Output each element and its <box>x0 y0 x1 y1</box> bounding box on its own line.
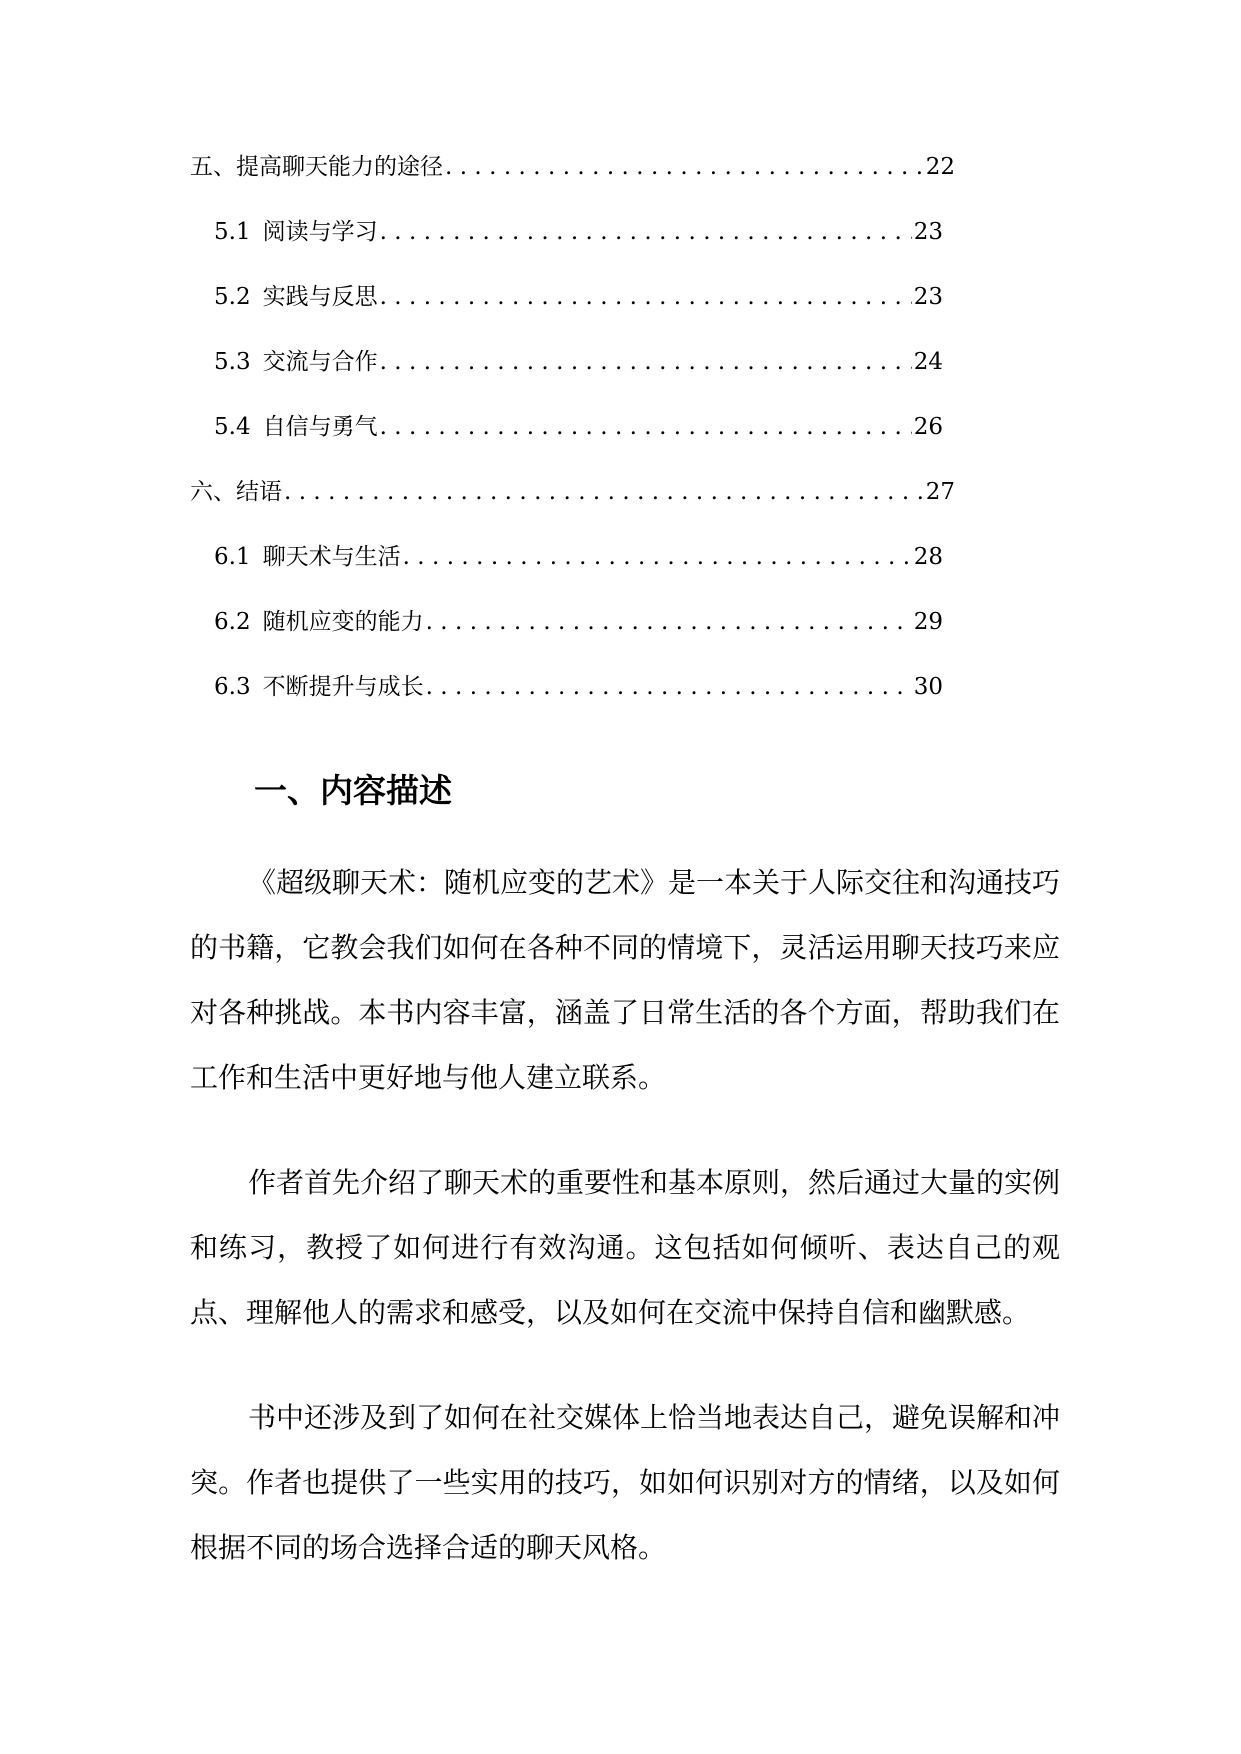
toc-entry-title: 五、提高聊天能力的途径 <box>190 154 443 180</box>
body-paragraph: 作者首先介绍了聊天术的重要性和基本原则，然后通过大量的实例和练习，教授了如何进行有效沟通。这包括如何倾听、表达自己的观点、理解他人的需求和感受，以及如何在交流中保持自信和幽默感。 <box>190 1166 1061 1329</box>
toc-dot-leader <box>380 407 912 447</box>
toc-entry[interactable] <box>190 147 955 187</box>
toc-entry-number: 6.1 <box>214 544 251 570</box>
toc-entry-title: 自信与勇气 <box>262 414 378 440</box>
toc-entry-number: 5.4 <box>214 414 251 440</box>
toc-entry-number: 5.3 <box>214 349 251 375</box>
section-heading: 一、内容描述 <box>254 771 452 810</box>
toc-entry-number: 6.3 <box>214 674 251 700</box>
toc-entry-title: 随机应变的能力 <box>262 609 424 635</box>
toc-dot-leader <box>380 342 912 382</box>
toc-entry-number: 5.2 <box>214 284 251 310</box>
toc-dot-leader <box>426 602 912 642</box>
toc-entry-page: 24 <box>913 349 943 375</box>
toc-entry[interactable] <box>214 212 943 252</box>
toc-dot-leader <box>284 472 924 512</box>
toc-entry[interactable] <box>214 602 943 642</box>
toc-entry-page: 28 <box>913 544 943 570</box>
toc-entry-title: 实践与反思 <box>262 284 378 310</box>
toc-entry[interactable] <box>214 277 943 317</box>
toc-entry-page: 23 <box>913 219 943 245</box>
toc-dot-leader <box>445 147 924 187</box>
toc-entry[interactable] <box>214 407 943 447</box>
toc-dot-leader <box>380 277 912 317</box>
toc-entry[interactable] <box>214 537 943 577</box>
body-paragraph: 《超级聊天术：随机应变的艺术》是一本关于人际交往和沟通技巧的书籍，它教会我们如何在各种不同的情境下，灵活运用聊天技巧来应对各种挑战。本书内容丰富，涵盖了日常生活的各个方面，帮助我们在工作和生活中更好地与他人建立联系。 <box>190 866 1061 1094</box>
toc-entry-page: 26 <box>913 414 943 440</box>
toc-dot-leader <box>426 667 912 707</box>
toc-entry-page: 29 <box>913 609 943 635</box>
body-paragraph: 书中还涉及到了如何在社交媒体上恰当地表达自己，避免误解和冲突。作者也提供了一些实用的技巧，如如何识别对方的情绪，以及如何根据不同的场合选择合适的聊天风格。 <box>190 1401 1061 1564</box>
toc-entry-page: 22 <box>925 154 955 180</box>
toc-entry-page: 27 <box>925 479 955 505</box>
toc-entry[interactable] <box>190 472 955 512</box>
toc-entry-page: 23 <box>913 284 943 310</box>
toc-entry-page: 30 <box>913 674 943 700</box>
toc-entry-title: 阅读与学习 <box>262 219 378 245</box>
toc-entry-title: 交流与合作 <box>262 349 378 375</box>
toc-dot-leader <box>380 212 912 252</box>
toc-entry-number: 5.1 <box>214 219 251 245</box>
toc-entry[interactable] <box>214 342 943 382</box>
toc-dot-leader <box>403 537 912 577</box>
toc-entry-title: 不断提升与成长 <box>262 674 424 700</box>
toc-entry-title: 六、结语 <box>190 479 282 505</box>
toc-entry-title: 聊天术与生活 <box>262 544 401 570</box>
toc-entry[interactable] <box>214 667 943 707</box>
toc-entry-number: 6.2 <box>214 609 251 635</box>
